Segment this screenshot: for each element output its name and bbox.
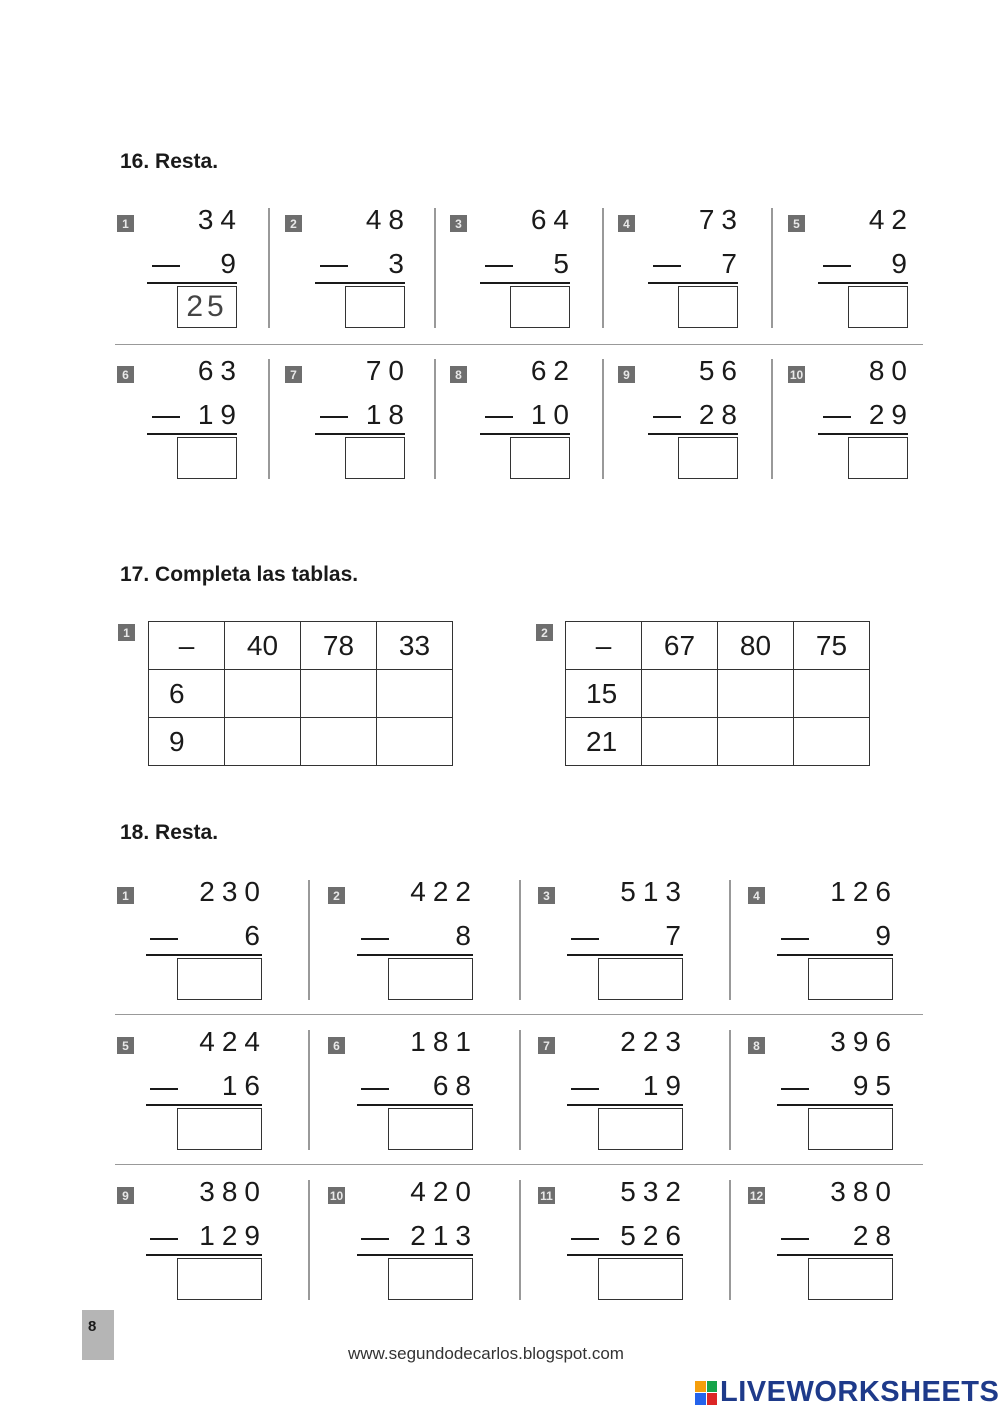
result-line xyxy=(648,282,738,284)
minuend: 70 xyxy=(365,355,411,386)
answer-box[interactable] xyxy=(177,958,262,1000)
result-line xyxy=(567,1104,683,1106)
minuend: 126 xyxy=(830,876,898,907)
subtrahend: 10 xyxy=(530,399,576,430)
answer-box[interactable]: 25 xyxy=(177,286,237,328)
result-line xyxy=(777,1254,893,1256)
problem-number-badge: 9 xyxy=(117,1187,134,1204)
problem-number-badge: 4 xyxy=(618,215,635,232)
problem-number-badge: 1 xyxy=(117,215,134,232)
minuend: 230 xyxy=(199,876,267,907)
column-header: 75 xyxy=(794,622,870,670)
column-divider xyxy=(268,359,270,479)
problem-number-badge: 2 xyxy=(328,887,345,904)
subtrahend: 213 xyxy=(410,1220,478,1251)
problem-number-badge: 5 xyxy=(788,215,805,232)
result-line xyxy=(146,1254,262,1256)
column-divider xyxy=(771,208,773,328)
row-divider xyxy=(115,344,923,345)
problem-number-badge: 2 xyxy=(285,215,302,232)
answer-box[interactable] xyxy=(177,437,237,479)
column-divider xyxy=(602,208,604,328)
result-line xyxy=(146,1104,262,1106)
subtrahend: 28 xyxy=(852,1220,898,1251)
problem-number-badge: 9 xyxy=(618,366,635,383)
column-divider xyxy=(434,208,436,328)
operator-cell: – xyxy=(566,622,642,670)
answer-box[interactable] xyxy=(388,958,473,1000)
problem-number-badge: 8 xyxy=(450,366,467,383)
column-divider xyxy=(519,1180,521,1300)
subtrahend: 19 xyxy=(197,399,243,430)
minuend: 42 xyxy=(868,204,914,235)
minuend: 48 xyxy=(365,204,411,235)
result-line xyxy=(777,1104,893,1106)
column-divider xyxy=(308,1180,310,1300)
problem-number-badge: 7 xyxy=(285,366,302,383)
minuend: 424 xyxy=(199,1026,267,1057)
result-line xyxy=(818,282,908,284)
subtrahend: 3 xyxy=(388,248,411,279)
answer-cell[interactable] xyxy=(225,670,301,718)
result-line xyxy=(818,433,908,435)
result-line xyxy=(567,954,683,956)
result-line xyxy=(146,954,262,956)
problem-number-badge: 12 xyxy=(749,1188,764,1203)
section-17-title: 17. Completa las tablas. xyxy=(120,563,359,586)
result-line xyxy=(357,1104,473,1106)
page-number: 8 xyxy=(82,1310,114,1360)
answer-cell[interactable] xyxy=(301,670,377,718)
subtrahend: 6 xyxy=(244,920,267,951)
column-divider xyxy=(519,1030,521,1150)
answer-box[interactable] xyxy=(388,1108,473,1150)
operator-cell: – xyxy=(149,622,225,670)
column-divider xyxy=(729,1030,731,1150)
subtrahend: 8 xyxy=(455,920,478,951)
answer-cell[interactable] xyxy=(377,718,453,766)
answer-cell[interactable] xyxy=(794,718,870,766)
result-line xyxy=(147,282,237,284)
section-18-title: 18. Resta. xyxy=(120,821,219,844)
column-divider xyxy=(308,880,310,1000)
minuend: 223 xyxy=(620,1026,688,1057)
answer-box[interactable] xyxy=(848,437,908,479)
row-header: 15 xyxy=(566,670,642,718)
column-divider xyxy=(308,1030,310,1150)
minuend: 380 xyxy=(199,1176,267,1207)
column-divider xyxy=(729,880,731,1000)
result-line xyxy=(315,282,405,284)
minuend: 396 xyxy=(830,1026,898,1057)
brand-logo xyxy=(695,1376,999,1409)
subtrahend: 9 xyxy=(891,248,914,279)
answer-box[interactable] xyxy=(678,437,738,479)
row-header: 6 xyxy=(149,670,225,718)
column-divider xyxy=(519,880,521,1000)
subtrahend: 19 xyxy=(642,1070,688,1101)
problem-number-badge: 6 xyxy=(117,366,134,383)
answer-box[interactable] xyxy=(177,1258,262,1300)
table-number-badge: 2 xyxy=(536,624,553,641)
answer-box[interactable] xyxy=(598,1108,683,1150)
subtrahend: 5 xyxy=(553,248,576,279)
column-header: 67 xyxy=(642,622,718,670)
answer-box[interactable] xyxy=(345,286,405,328)
answer-cell[interactable] xyxy=(642,670,718,718)
minuend: 513 xyxy=(620,876,688,907)
subtrahend: 95 xyxy=(852,1070,898,1101)
result-line xyxy=(357,1254,473,1256)
subtrahend: 7 xyxy=(665,920,688,951)
answer-box[interactable] xyxy=(808,1258,893,1300)
table-number-badge: 1 xyxy=(118,624,135,641)
result-line xyxy=(648,433,738,435)
answer-box[interactable] xyxy=(848,286,908,328)
answer-box[interactable] xyxy=(510,437,570,479)
minuend: 63 xyxy=(197,355,243,386)
row-header: 21 xyxy=(566,718,642,766)
row-header: 9 xyxy=(149,718,225,766)
column-divider xyxy=(729,1180,731,1300)
section-16-title: 16. Resta. xyxy=(120,150,219,173)
subtrahend: 129 xyxy=(199,1220,267,1251)
column-divider xyxy=(434,359,436,479)
answer-box[interactable] xyxy=(598,1258,683,1300)
subtrahend: 28 xyxy=(698,399,744,430)
minuend: 73 xyxy=(698,204,744,235)
problem-number-badge: 10 xyxy=(329,1188,344,1203)
minuend: 62 xyxy=(530,355,576,386)
subtrahend: 29 xyxy=(868,399,914,430)
subtrahend: 7 xyxy=(721,248,744,279)
result-line xyxy=(357,954,473,956)
answer-box[interactable] xyxy=(510,286,570,328)
subtrahend: 9 xyxy=(875,920,898,951)
result-line xyxy=(147,433,237,435)
answer-box[interactable] xyxy=(808,958,893,1000)
problem-number-badge: 10 xyxy=(789,367,804,382)
result-line xyxy=(315,433,405,435)
minuend: 64 xyxy=(530,204,576,235)
minuend: 420 xyxy=(410,1176,478,1207)
answer-cell[interactable] xyxy=(301,718,377,766)
answer-box[interactable] xyxy=(678,286,738,328)
answer-cell[interactable] xyxy=(718,718,794,766)
subtrahend: 526 xyxy=(620,1220,688,1251)
answer-box[interactable] xyxy=(345,437,405,479)
problem-number-badge: 5 xyxy=(117,1037,134,1054)
answer-box[interactable] xyxy=(177,1108,262,1150)
table-header-row xyxy=(566,622,870,670)
subtrahend: 68 xyxy=(432,1070,478,1101)
result-line xyxy=(777,954,893,956)
table-row xyxy=(566,718,870,766)
problem-number-badge: 1 xyxy=(117,887,134,904)
problem-number-badge: 6 xyxy=(328,1037,345,1054)
subtrahend: 9 xyxy=(220,248,243,279)
subtrahend: 16 xyxy=(221,1070,267,1101)
subtraction-table xyxy=(565,621,870,766)
table-row xyxy=(149,670,453,718)
minuend: 34 xyxy=(197,204,243,235)
column-divider xyxy=(602,359,604,479)
minuend: 181 xyxy=(410,1026,478,1057)
answer-box[interactable] xyxy=(388,1258,473,1300)
column-header: 40 xyxy=(225,622,301,670)
answer-cell[interactable] xyxy=(718,670,794,718)
problem-number-badge: 8 xyxy=(748,1037,765,1054)
brand-name: LIVEWORKSHEETS xyxy=(720,1376,1000,1408)
minuend: 380 xyxy=(830,1176,898,1207)
footer-url: www.segundodecarlos.blogspot.com xyxy=(348,1344,624,1363)
logo-mark-icon xyxy=(695,1381,717,1405)
result-line xyxy=(480,433,570,435)
column-header: 80 xyxy=(718,622,794,670)
answer-cell[interactable] xyxy=(642,718,718,766)
minuend: 532 xyxy=(620,1176,688,1207)
column-header: 33 xyxy=(377,622,453,670)
column-divider xyxy=(771,359,773,479)
answer-cell[interactable] xyxy=(794,670,870,718)
table-row xyxy=(566,670,870,718)
problem-number-badge: 4 xyxy=(748,887,765,904)
problem-number-badge: 3 xyxy=(450,215,467,232)
minuend: 80 xyxy=(868,355,914,386)
result-line xyxy=(480,282,570,284)
column-header: 78 xyxy=(301,622,377,670)
table-row xyxy=(149,718,453,766)
problem-number-badge: 3 xyxy=(538,887,555,904)
answer-box[interactable] xyxy=(808,1108,893,1150)
answer-box[interactable] xyxy=(598,958,683,1000)
subtraction-table xyxy=(148,621,453,766)
minuend: 422 xyxy=(410,876,478,907)
column-divider xyxy=(268,208,270,328)
subtrahend: 18 xyxy=(365,399,411,430)
problem-number-badge: 7 xyxy=(538,1037,555,1054)
table-header-row xyxy=(149,622,453,670)
result-line xyxy=(567,1254,683,1256)
problem-number-badge: 11 xyxy=(538,1187,555,1204)
answer-cell[interactable] xyxy=(225,718,301,766)
row-divider xyxy=(115,1164,923,1165)
minuend: 56 xyxy=(698,355,744,386)
answer-cell[interactable] xyxy=(377,670,453,718)
row-divider xyxy=(115,1014,923,1015)
